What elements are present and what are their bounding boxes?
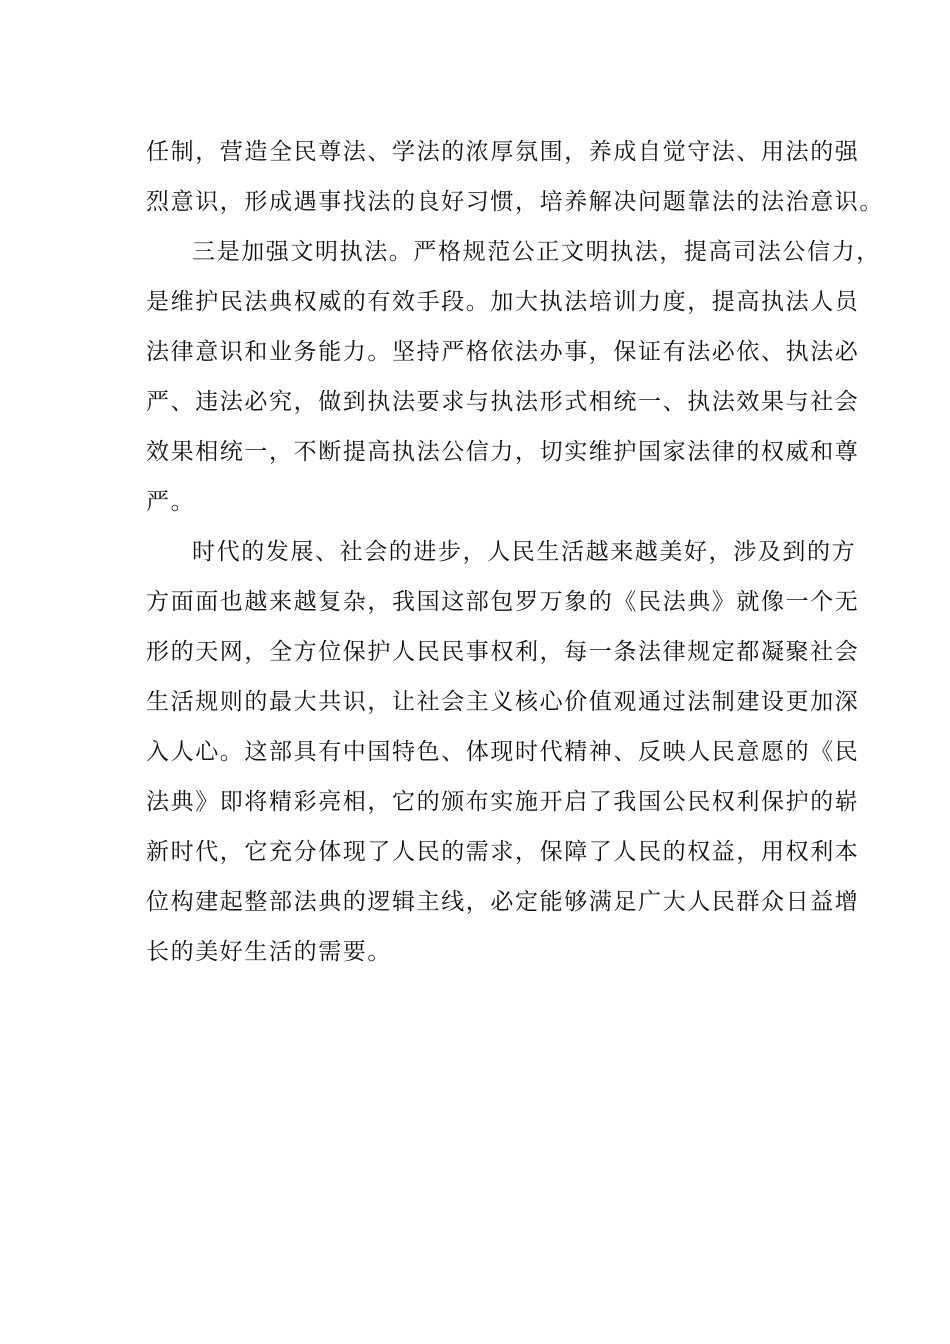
- paragraph-3-line-2: 方面面也越来越复杂，我国这部包罗万象的《民法典》就像一个无: [146, 589, 860, 615]
- paragraph-3-line-5: 入人心。这部具有中国特色、体现时代精神、反映人民意愿的《民: [146, 739, 860, 765]
- paragraph-3-line-3: 形的天网，全方位保护人民民事权利，每一条法律规定都凝聚社会: [146, 639, 860, 665]
- paragraph-2-line-2: 是维护民法典权威的有效手段。加大执法培训力度，提高执法人员: [146, 289, 860, 315]
- paragraph-1-line-2: 烈意识，形成遇事找法的良好习惯，培养解决问题靠法的法治意识。: [146, 189, 884, 215]
- paragraph-3-line-7: 新时代，它充分体现了人民的需求，保障了人民的权益，用权利本: [146, 839, 860, 865]
- paragraph-3-line-6: 法典》即将精彩亮相，它的颁布实施开启了我国公民权利保护的崭: [146, 789, 860, 815]
- paragraph-1-line-1: 任制，营造全民尊法、学法的浓厚氛围，养成自觉守法、用法的强: [146, 139, 860, 165]
- paragraph-2-line-4: 严、违法必究，做到执法要求与执法形式相统一、执法效果与社会: [146, 389, 860, 415]
- paragraph-2-line-1: 三是加强文明执法。严格规范公正文明执法，提高司法公信力，: [192, 239, 881, 265]
- paragraph-3-line-8: 位构建起整部法典的逻辑主线，必定能够满足广大人民群众日益增: [146, 889, 860, 915]
- paragraph-2-line-5: 效果相统一，不断提高执法公信力，切实维护国家法律的权威和尊: [146, 439, 860, 465]
- paragraph-3-line-4: 生活规则的最大共识，让社会主义核心价值观通过法制建设更加深: [146, 689, 860, 715]
- paragraph-2-line-6: 严。: [146, 489, 196, 515]
- paragraph-2-line-3: 法律意识和业务能力。坚持严格依法办事，保证有法必依、执法必: [146, 339, 860, 365]
- paragraph-3-line-9: 长的美好生活的需要。: [146, 939, 392, 965]
- paragraph-3-line-1: 时代的发展、社会的进步，人民生活越来越美好，涉及到的方: [192, 539, 857, 565]
